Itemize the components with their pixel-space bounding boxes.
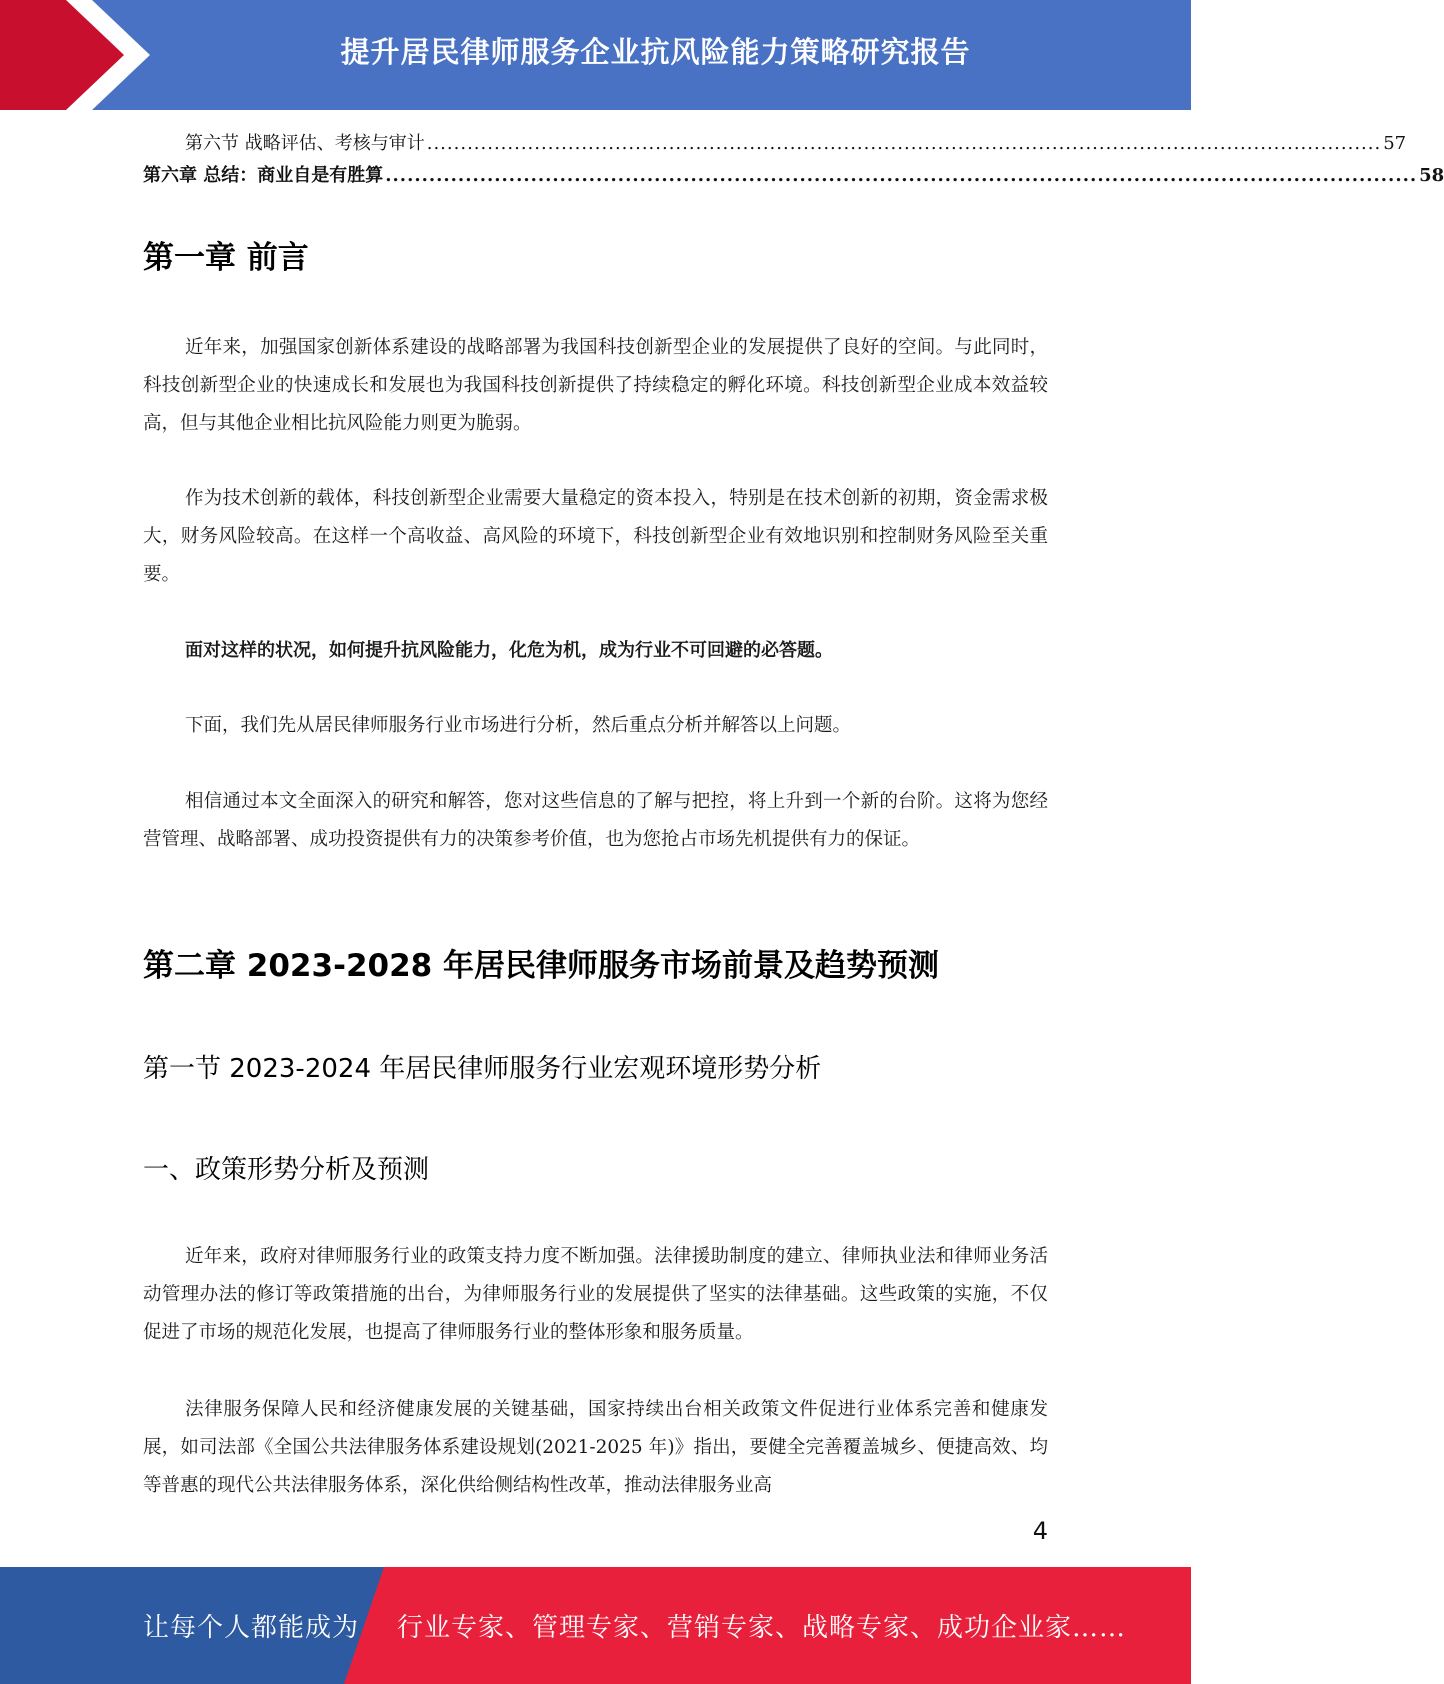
toc-entry-section-6[interactable]: [143, 129, 1407, 157]
chapter-1-emphasis-paragraph: 面对这样的状况，如何提升抗风险能力，化危为机，成为行业不可回避的必答题。: [185, 640, 833, 661]
chapter-2-paragraph: 近年来，政府对律师服务行业的政策支持力度不断加强。法律援助制度的建立、律师执业法和律师业务活动管理办法的修订等政策措施的出台，为律师服务行业的发展提供了坚实的法律基础。这些政策的实施，不仅促进了市场的规范化发展，也提高了律师服务行业的整体形象和服务质量。: [143, 1246, 1048, 1343]
toc-entry-label: 第六节 战略评估、考核与审计: [185, 133, 425, 154]
toc-leader-dots: ..............................................................................................................................................: [385, 165, 1418, 186]
toc-entry-page: 58: [1419, 165, 1444, 186]
footer-banner: [0, 1567, 1191, 1684]
chapter-1-paragraph: 相信通过本文全面深入的研究和解答，您对这些信息的了解与把控，将上升到一个新的台阶。这将为您经营管理、战略部署、成功投资提供有力的决策参考价值，也为您抢占市场先机提供有力的保证。: [143, 791, 1048, 850]
chapter-2-heading: 第二章 2023-2028 年居民律师服务市场前景及趋势预测: [143, 948, 940, 984]
toc-entry-label: 第六章 总结：商业自是有胜算: [143, 165, 384, 186]
footer-slogan-left: 让每个人都能成为: [143, 1613, 360, 1643]
chapter-1-paragraph: 下面，我们先从居民律师服务行业市场进行分析，然后重点分析并解答以上问题。: [185, 715, 852, 736]
toc-leader-dots: ..............................................................................................................................................: [426, 133, 1382, 154]
chapter-1-paragraph: 作为技术创新的载体，科技创新型企业需要大量稳定的资本投入，特别是在技术创新的初期，资金需求极大，财务风险较高。在这样一个高收益、高风险的环境下，科技创新型企业有效地识别和控制财务风险至关重要。: [143, 488, 1048, 585]
header-banner: [0, 0, 1191, 110]
toc-entry-page: 57: [1383, 133, 1407, 154]
report-title: 提升居民律师服务企业抗风险能力策略研究报告: [340, 34, 971, 69]
subsection-1-heading: 一、政策形势分析及预测: [143, 1155, 430, 1185]
section-1-heading: 第一节 2023-2024 年居民律师服务行业宏观环境形势分析: [143, 1054, 822, 1084]
page-number: 4: [1032, 1517, 1048, 1545]
chapter-1-heading: 第一章 前言: [143, 240, 309, 276]
footer-slogan-right: 行业专家、管理专家、营销专家、战略专家、成功企业家……: [397, 1613, 1127, 1643]
chapter-2-paragraph: 法律服务保障人民和经济健康发展的关键基础，国家持续出台相关政策文件促进行业体系完善和健康发展，如司法部《全国公共法律服务体系建设规划(2021-2025 年)》指出，要健全完善覆盖城乡、便捷高效、均等普惠的现代公共法律服务体系，深化供给侧结构性改革，推动法律服务业高: [143, 1399, 1048, 1496]
chapter-1-paragraph: 近年来，加强国家创新体系建设的战略部署为我国科技创新型企业的发展提供了良好的空间。与此同时，科技创新型企业的快速成长和发展也为我国科技创新提供了持续稳定的孵化环境。科技创新型企业成本效益较高，但与其他企业相比抗风险能力则更为脆弱。: [143, 337, 1048, 434]
toc-entry-chapter-6[interactable]: [143, 161, 1444, 189]
